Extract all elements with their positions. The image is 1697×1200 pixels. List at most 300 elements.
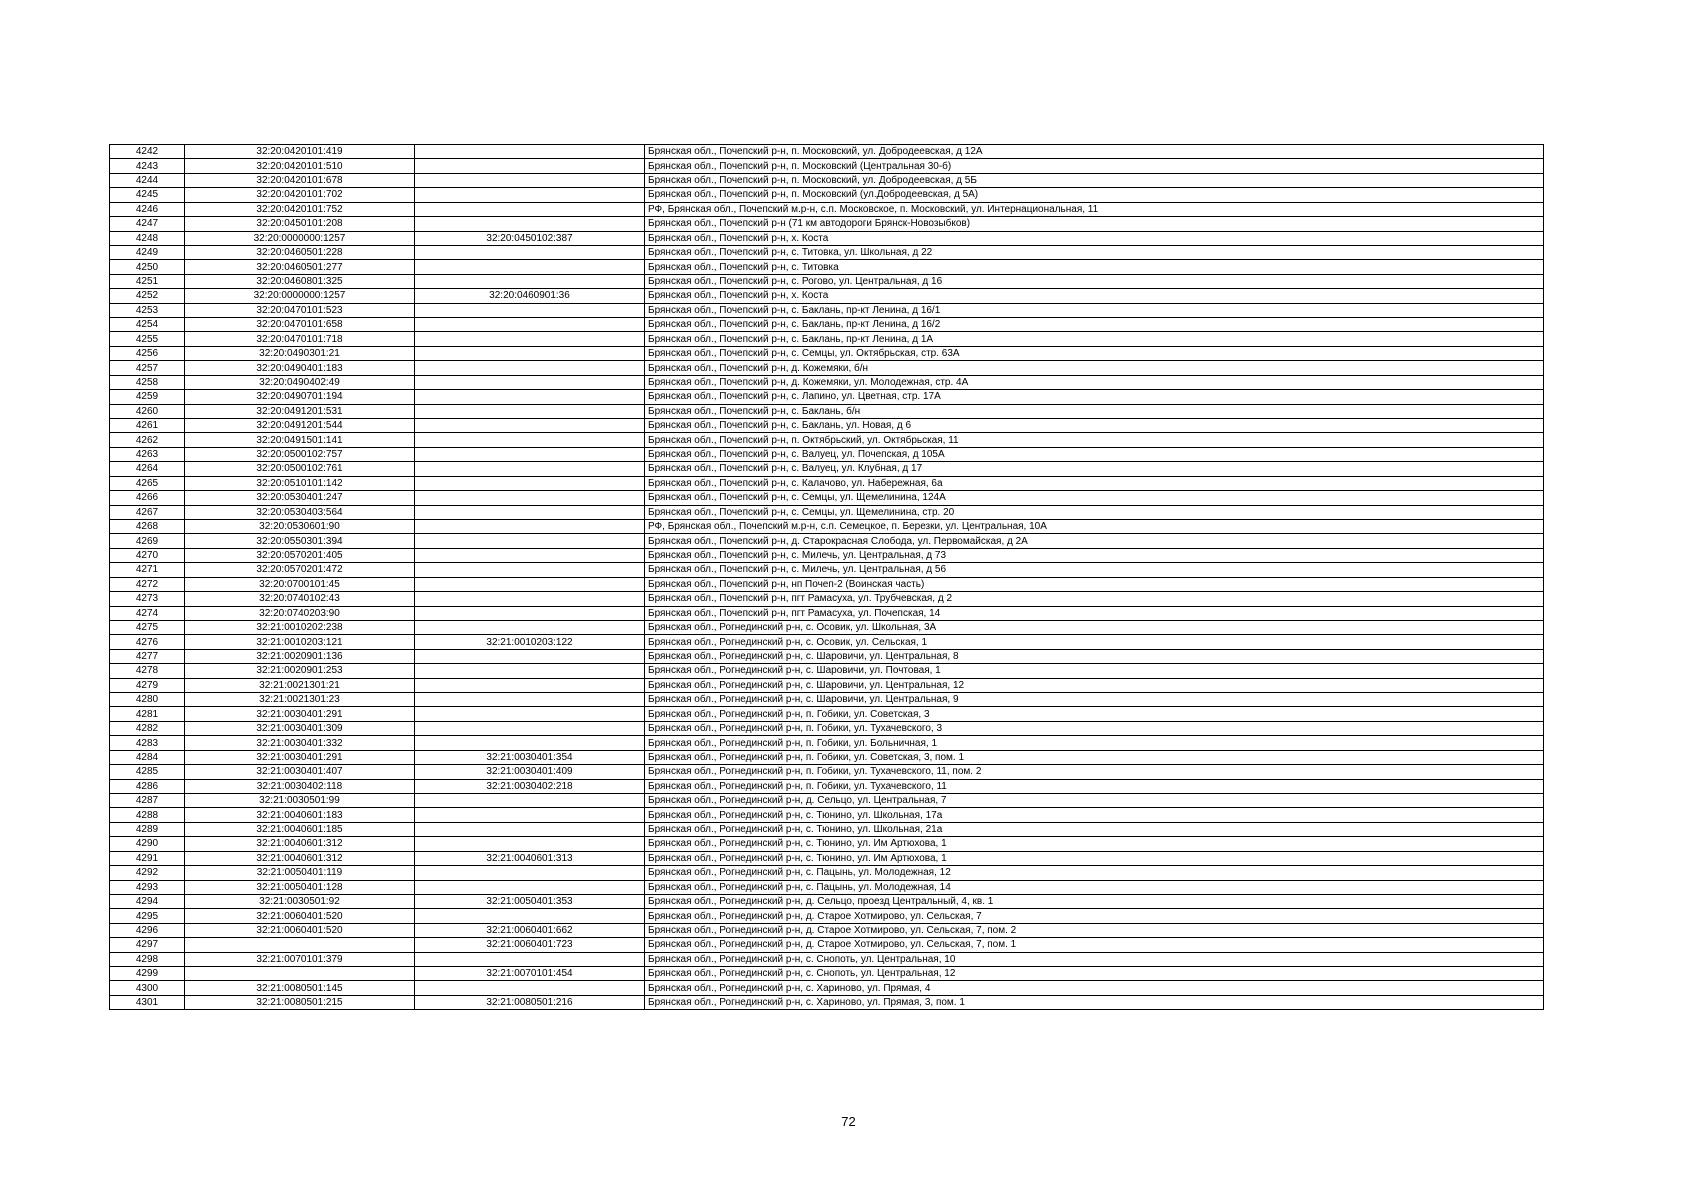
related-cadastral-number-cell <box>415 346 645 360</box>
row-number-cell: 4280 <box>110 693 185 707</box>
related-cadastral-number-cell <box>415 260 645 274</box>
cadastral-number-cell: 32:20:0500102:761 <box>185 462 415 476</box>
table-row <box>110 808 1544 822</box>
row-number-cell: 4253 <box>110 303 185 317</box>
related-cadastral-number-cell: 32:21:0060401:662 <box>415 923 645 937</box>
table-row <box>110 577 1544 591</box>
cadastral-number-cell: 32:21:0030401:309 <box>185 721 415 735</box>
cadastral-number-cell: 32:20:0460801:325 <box>185 274 415 288</box>
address-cell: Брянская обл., Почепский р-н, х. Коста <box>645 231 1544 245</box>
related-cadastral-number-cell <box>415 462 645 476</box>
related-cadastral-number-cell: 32:21:0050401:353 <box>415 894 645 908</box>
row-number-cell: 4288 <box>110 808 185 822</box>
related-cadastral-number-cell <box>415 202 645 216</box>
cadastral-number-cell: 32:20:0420101:419 <box>185 145 415 159</box>
cadastral-number-cell: 32:21:0020901:136 <box>185 649 415 663</box>
row-number-cell: 4279 <box>110 678 185 692</box>
related-cadastral-number-cell <box>415 548 645 562</box>
cadastral-number-cell: 32:20:0570201:405 <box>185 548 415 562</box>
row-number-cell: 4246 <box>110 202 185 216</box>
row-number-cell: 4287 <box>110 793 185 807</box>
table-row <box>110 635 1544 649</box>
table-row <box>110 534 1544 548</box>
address-cell: Брянская обл., Почепский р-н, с. Титовка <box>645 260 1544 274</box>
table-row <box>110 866 1544 880</box>
table-row <box>110 505 1544 519</box>
table-row <box>110 145 1544 159</box>
table-row <box>110 880 1544 894</box>
cadastral-number-cell: 32:20:0500102:757 <box>185 447 415 461</box>
address-cell: Брянская обл., Почепский р-н, д. Кожемяки, ул. Молодежная, стр. 4А <box>645 375 1544 389</box>
table-body <box>110 145 1544 1010</box>
page-number: 72 <box>841 1114 856 1129</box>
table-row <box>110 563 1544 577</box>
address-cell: Брянская обл., Почепский р-н, п. Московский, ул. Добродеевская, д 5Б <box>645 173 1544 187</box>
address-cell: Брянская обл., Почепский р-н, х. Коста <box>645 289 1544 303</box>
cadastral-number-cell: 32:21:0030402:118 <box>185 779 415 793</box>
table-row <box>110 664 1544 678</box>
table-row <box>110 375 1544 389</box>
cadastral-number-cell: 32:21:0030401:407 <box>185 765 415 779</box>
row-number-cell: 4261 <box>110 419 185 433</box>
cadastral-number-cell: 32:20:0530601:90 <box>185 519 415 533</box>
row-number-cell: 4266 <box>110 491 185 505</box>
table-row <box>110 202 1544 216</box>
address-cell: Брянская обл., Рогнединский р-н, с. Осовик, ул. Школьная, 3А <box>645 620 1544 634</box>
row-number-cell: 4267 <box>110 505 185 519</box>
cadastral-number-cell: 32:20:0530403:564 <box>185 505 415 519</box>
related-cadastral-number-cell: 32:21:0030401:409 <box>415 765 645 779</box>
cadastral-number-cell: 32:20:0470101:658 <box>185 318 415 332</box>
related-cadastral-number-cell: 32:21:0010203:122 <box>415 635 645 649</box>
row-number-cell: 4271 <box>110 563 185 577</box>
row-number-cell: 4242 <box>110 145 185 159</box>
cadastral-number-cell: 32:20:0420101:678 <box>185 173 415 187</box>
address-cell: Брянская обл., Рогнединский р-н, с. Тюнино, ул. Им Артюхова, 1 <box>645 851 1544 865</box>
cadastral-number-cell: 32:21:0010202:238 <box>185 620 415 634</box>
table-row <box>110 318 1544 332</box>
table-row <box>110 173 1544 187</box>
row-number-cell: 4265 <box>110 476 185 490</box>
cadastral-number-cell: 32:21:0030501:92 <box>185 894 415 908</box>
table-row <box>110 721 1544 735</box>
related-cadastral-number-cell <box>415 476 645 490</box>
cadastral-number-cell: 32:21:0080501:145 <box>185 981 415 995</box>
address-cell: Брянская обл., Рогнединский р-н, с. Осовик, ул. Сельская, 1 <box>645 635 1544 649</box>
related-cadastral-number-cell <box>415 606 645 620</box>
row-number-cell: 4298 <box>110 952 185 966</box>
address-cell: Брянская обл., Рогнединский р-н, п. Гобики, ул. Больничная, 1 <box>645 736 1544 750</box>
table-row <box>110 245 1544 259</box>
row-number-cell: 4276 <box>110 635 185 649</box>
address-cell: Брянская обл., Почепский р-н, с. Титовка, ул. Школьная, д 22 <box>645 245 1544 259</box>
cadastral-number-cell: 32:20:0491201:544 <box>185 419 415 433</box>
cadastral-number-cell: 32:21:0010203:121 <box>185 635 415 649</box>
address-cell: Брянская обл., Рогнединский р-н, с. Шаровичи, ул. Центральная, 12 <box>645 678 1544 692</box>
related-cadastral-number-cell <box>415 952 645 966</box>
row-number-cell: 4258 <box>110 375 185 389</box>
address-cell: Брянская обл., Рогнединский р-н, с. Хариново, ул. Прямая, 3, пом. 1 <box>645 995 1544 1009</box>
address-cell: Брянская обл., Почепский р-н, пгт Рамасуха, ул. Почепская, 14 <box>645 606 1544 620</box>
related-cadastral-number-cell: 32:21:0030401:354 <box>415 750 645 764</box>
address-cell: Брянская обл., Рогнединский р-н, с. Тюнино, ул. Школьная, 17а <box>645 808 1544 822</box>
cadastral-number-cell: 32:20:0490301:21 <box>185 346 415 360</box>
related-cadastral-number-cell: 32:21:0040601:313 <box>415 851 645 865</box>
table-row <box>110 750 1544 764</box>
table-row <box>110 765 1544 779</box>
address-cell: Брянская обл., Почепский р-н, п. Московский, ул. Добродеевская, д 12А <box>645 145 1544 159</box>
related-cadastral-number-cell <box>415 736 645 750</box>
row-number-cell: 4268 <box>110 519 185 533</box>
row-number-cell: 4286 <box>110 779 185 793</box>
row-number-cell: 4245 <box>110 188 185 202</box>
table-row <box>110 967 1544 981</box>
table-row <box>110 981 1544 995</box>
cadastral-number-cell: 32:20:0450101:208 <box>185 217 415 231</box>
cadastral-number-cell: 32:21:0040601:312 <box>185 851 415 865</box>
table-row <box>110 447 1544 461</box>
table-row <box>110 938 1544 952</box>
table-row <box>110 361 1544 375</box>
row-number-cell: 4282 <box>110 721 185 735</box>
address-cell: Брянская обл., Рогнединский р-н, п. Гобики, ул. Советская, 3 <box>645 707 1544 721</box>
cadastral-number-cell: 32:21:0021301:21 <box>185 678 415 692</box>
row-number-cell: 4277 <box>110 649 185 663</box>
row-number-cell: 4262 <box>110 433 185 447</box>
row-number-cell: 4293 <box>110 880 185 894</box>
row-number-cell: 4295 <box>110 909 185 923</box>
table-row <box>110 390 1544 404</box>
table-row <box>110 649 1544 663</box>
address-cell: Брянская обл., Почепский р-н, с. Милечь, ул. Центральная, д 56 <box>645 563 1544 577</box>
address-cell: Брянская обл., Рогнединский р-н, с. Шаровичи, ул. Почтовая, 1 <box>645 664 1544 678</box>
cadastral-number-cell: 32:21:0020901:253 <box>185 664 415 678</box>
address-cell: Брянская обл., Почепский р-н, с. Валуец, ул. Клубная, д 17 <box>645 462 1544 476</box>
address-cell: Брянская обл., Почепский р-н, с. Семцы, ул. Щемелинина, 124А <box>645 491 1544 505</box>
related-cadastral-number-cell <box>415 173 645 187</box>
table-row <box>110 707 1544 721</box>
related-cadastral-number-cell <box>415 664 645 678</box>
related-cadastral-number-cell: 32:21:0060401:723 <box>415 938 645 952</box>
related-cadastral-number-cell: 32:21:0070101:454 <box>415 967 645 981</box>
row-number-cell: 4252 <box>110 289 185 303</box>
address-cell: Брянская обл., Почепский р-н, нп Почеп-2 (Воинская часть) <box>645 577 1544 591</box>
cadastral-number-cell: 32:20:0570201:472 <box>185 563 415 577</box>
row-number-cell: 4256 <box>110 346 185 360</box>
related-cadastral-number-cell <box>415 433 645 447</box>
address-cell: Брянская обл., Почепский р-н, д. Старокрасная Слобода, ул. Первомайская, д 2А <box>645 534 1544 548</box>
address-cell: РФ, Брянская обл., Почепский м.р-н, с.п. Московское, п. Московский, ул. Интернациональная, 11 <box>645 202 1544 216</box>
cadastral-number-cell: 32:21:0060401:520 <box>185 909 415 923</box>
cadastral-number-cell: 32:21:0050401:119 <box>185 866 415 880</box>
address-cell: Брянская обл., Рогнединский р-н, д. Старое Хотмирово, ул. Сельская, 7 <box>645 909 1544 923</box>
address-cell: Брянская обл., Рогнединский р-н, с. Снопоть, ул. Центральная, 12 <box>645 967 1544 981</box>
row-number-cell: 4296 <box>110 923 185 937</box>
related-cadastral-number-cell <box>415 145 645 159</box>
cadastral-number-cell: 32:21:0040601:312 <box>185 837 415 851</box>
cadastral-number-cell: 32:20:0490401:183 <box>185 361 415 375</box>
related-cadastral-number-cell <box>415 505 645 519</box>
table-row <box>110 837 1544 851</box>
row-number-cell: 4289 <box>110 822 185 836</box>
cadastral-number-cell: 32:20:0490701:194 <box>185 390 415 404</box>
address-cell: Брянская обл., Рогнединский р-н, д. Сельцо, проезд Центральный, 4, кв. 1 <box>645 894 1544 908</box>
row-number-cell: 4294 <box>110 894 185 908</box>
address-cell: Брянская обл., Рогнединский р-н, с. Тюнино, ул. Им Артюхова, 1 <box>645 837 1544 851</box>
cadastral-number-cell: 32:21:0030501:99 <box>185 793 415 807</box>
related-cadastral-number-cell <box>415 361 645 375</box>
row-number-cell: 4275 <box>110 620 185 634</box>
table-row <box>110 548 1544 562</box>
address-cell: Брянская обл., Почепский р-н, с. Баклань, пр-кт Ленина, д 1А <box>645 332 1544 346</box>
related-cadastral-number-cell <box>415 419 645 433</box>
related-cadastral-number-cell <box>415 303 645 317</box>
table-row <box>110 793 1544 807</box>
row-number-cell: 4244 <box>110 173 185 187</box>
table-row <box>110 462 1544 476</box>
row-number-cell: 4259 <box>110 390 185 404</box>
cadastral-number-cell: 32:20:0420101:702 <box>185 188 415 202</box>
address-cell: Брянская обл., Почепский р-н, с. Баклань, пр-кт Ленина, д 16/1 <box>645 303 1544 317</box>
row-number-cell: 4292 <box>110 866 185 880</box>
row-number-cell: 4299 <box>110 967 185 981</box>
related-cadastral-number-cell <box>415 822 645 836</box>
cadastral-number-cell: 32:20:0000000:1257 <box>185 231 415 245</box>
related-cadastral-number-cell <box>415 620 645 634</box>
row-number-cell: 4249 <box>110 245 185 259</box>
related-cadastral-number-cell <box>415 577 645 591</box>
address-cell: Брянская обл., Почепский р-н, с. Баклань, ул. Новая, д 6 <box>645 419 1544 433</box>
table-row <box>110 779 1544 793</box>
row-number-cell: 4291 <box>110 851 185 865</box>
address-cell: Брянская обл., Почепский р-н, с. Лапино, ул. Цветная, стр. 17А <box>645 390 1544 404</box>
address-cell: Брянская обл., Рогнединский р-н, д. Старое Хотмирово, ул. Сельская, 7, пом. 2 <box>645 923 1544 937</box>
address-cell: Брянская обл., Рогнединский р-н, с. Шаровичи, ул. Центральная, 9 <box>645 693 1544 707</box>
cadastral-number-cell: 32:21:0070101:379 <box>185 952 415 966</box>
related-cadastral-number-cell <box>415 245 645 259</box>
row-number-cell: 4270 <box>110 548 185 562</box>
address-cell: Брянская обл., Рогнединский р-н, с. Хариново, ул. Прямая, 4 <box>645 981 1544 995</box>
table-row <box>110 274 1544 288</box>
address-cell: РФ, Брянская обл., Почепский м.р-н, с.п. Семецкое, п. Березки, ул. Центральная, 10А <box>645 519 1544 533</box>
address-cell: Брянская обл., Рогнединский р-н, с. Пацынь, ул. Молодежная, 12 <box>645 866 1544 880</box>
related-cadastral-number-cell <box>415 217 645 231</box>
cadastral-number-cell: 32:20:0530401:247 <box>185 491 415 505</box>
related-cadastral-number-cell <box>415 318 645 332</box>
row-number-cell: 4300 <box>110 981 185 995</box>
row-number-cell: 4255 <box>110 332 185 346</box>
address-cell: Брянская обл., Рогнединский р-н, д. Старое Хотмирово, ул. Сельская, 7, пом. 1 <box>645 938 1544 952</box>
address-cell: Брянская обл., Почепский р-н, с. Калачово, ул. Набережная, 6а <box>645 476 1544 490</box>
table-row <box>110 231 1544 245</box>
cadastral-number-cell: 32:20:0740203:90 <box>185 606 415 620</box>
cadastral-number-cell: 32:21:0050401:128 <box>185 880 415 894</box>
cadastral-number-cell: 32:20:0700101:45 <box>185 577 415 591</box>
row-number-cell: 4278 <box>110 664 185 678</box>
table-row <box>110 433 1544 447</box>
cadastral-number-cell: 32:21:0030401:332 <box>185 736 415 750</box>
address-cell: Брянская обл., Почепский р-н, пгт Рамасуха, ул. Трубчевская, д 2 <box>645 592 1544 606</box>
related-cadastral-number-cell <box>415 649 645 663</box>
related-cadastral-number-cell <box>415 159 645 173</box>
row-number-cell: 4301 <box>110 995 185 1009</box>
address-cell: Брянская обл., Почепский р-н, п. Московский (Центральная 30-б) <box>645 159 1544 173</box>
cadastral-number-cell: 32:20:0491501:141 <box>185 433 415 447</box>
cadastral-number-cell: 32:20:0550301:394 <box>185 534 415 548</box>
table-row <box>110 346 1544 360</box>
related-cadastral-number-cell <box>415 534 645 548</box>
cadastral-number-cell: 32:20:0470101:523 <box>185 303 415 317</box>
row-number-cell: 4250 <box>110 260 185 274</box>
table-row <box>110 332 1544 346</box>
address-cell: Брянская обл., Рогнединский р-н, д. Сельцо, ул. Центральная, 7 <box>645 793 1544 807</box>
cadastral-number-cell: 32:21:0060401:520 <box>185 923 415 937</box>
related-cadastral-number-cell <box>415 678 645 692</box>
address-cell: Брянская обл., Почепский р-н, с. Семцы, ул. Октябрьская, стр. 63А <box>645 346 1544 360</box>
table-row <box>110 995 1544 1009</box>
related-cadastral-number-cell <box>415 866 645 880</box>
cadastral-number-cell: 32:20:0420101:510 <box>185 159 415 173</box>
related-cadastral-number-cell <box>415 274 645 288</box>
address-cell: Брянская обл., Почепский р-н, с. Валуец, ул. Почепская, д 105А <box>645 447 1544 461</box>
table-row <box>110 693 1544 707</box>
cadastral-number-cell: 32:21:0040601:183 <box>185 808 415 822</box>
cadastral-number-cell: 32:21:0040601:185 <box>185 822 415 836</box>
cadastral-number-cell: 32:21:0021301:23 <box>185 693 415 707</box>
row-number-cell: 4269 <box>110 534 185 548</box>
cadastral-number-cell: 32:20:0510101:142 <box>185 476 415 490</box>
related-cadastral-number-cell <box>415 693 645 707</box>
address-cell: Брянская обл., Почепский р-н, п. Октябрьский, ул. Октябрьская, 11 <box>645 433 1544 447</box>
row-number-cell: 4273 <box>110 592 185 606</box>
cadastral-number-cell: 32:20:0740102:43 <box>185 592 415 606</box>
table-row <box>110 519 1544 533</box>
table-row <box>110 592 1544 606</box>
table-row <box>110 303 1544 317</box>
row-number-cell: 4272 <box>110 577 185 591</box>
row-number-cell: 4254 <box>110 318 185 332</box>
cadastral-number-cell: 32:21:0080501:215 <box>185 995 415 1009</box>
address-cell: Брянская обл., Почепский р-н, с. Рогово, ул. Центральная, д 16 <box>645 274 1544 288</box>
row-number-cell: 4263 <box>110 447 185 461</box>
address-cell: Брянская обл., Почепский р-н, с. Милечь, ул. Центральная, д 73 <box>645 548 1544 562</box>
cadastral-number-cell <box>185 938 415 952</box>
cadastral-number-cell: 32:20:0491201:531 <box>185 404 415 418</box>
cadastral-number-cell: 32:21:0030401:291 <box>185 750 415 764</box>
row-number-cell: 4247 <box>110 217 185 231</box>
table-row <box>110 419 1544 433</box>
related-cadastral-number-cell <box>415 909 645 923</box>
table-row <box>110 952 1544 966</box>
related-cadastral-number-cell: 32:21:0080501:216 <box>415 995 645 1009</box>
row-number-cell: 4251 <box>110 274 185 288</box>
related-cadastral-number-cell: 32:20:0450102:387 <box>415 231 645 245</box>
table-row <box>110 491 1544 505</box>
table-row <box>110 909 1544 923</box>
address-cell: Брянская обл., Рогнединский р-н, с. Шаровичи, ул. Центральная, 8 <box>645 649 1544 663</box>
related-cadastral-number-cell <box>415 981 645 995</box>
address-cell: Брянская обл., Почепский р-н, д. Кожемяки, б/н <box>645 361 1544 375</box>
related-cadastral-number-cell <box>415 592 645 606</box>
related-cadastral-number-cell <box>415 332 645 346</box>
related-cadastral-number-cell <box>415 563 645 577</box>
address-cell: Брянская обл., Рогнединский р-н, п. Гобики, ул. Советская, 3, пом. 1 <box>645 750 1544 764</box>
cadastral-number-cell: 32:20:0490402:49 <box>185 375 415 389</box>
cadastral-number-cell: 32:20:0470101:718 <box>185 332 415 346</box>
related-cadastral-number-cell <box>415 721 645 735</box>
row-number-cell: 4283 <box>110 736 185 750</box>
address-cell: Брянская обл., Рогнединский р-н, п. Гобики, ул. Тухачевского, 11, пом. 2 <box>645 765 1544 779</box>
related-cadastral-number-cell: 32:20:0460901:36 <box>415 289 645 303</box>
row-number-cell: 4284 <box>110 750 185 764</box>
related-cadastral-number-cell <box>415 390 645 404</box>
table-row <box>110 736 1544 750</box>
table-row <box>110 188 1544 202</box>
table-row <box>110 620 1544 634</box>
address-cell: Брянская обл., Рогнединский р-н, с. Пацынь, ул. Молодежная, 14 <box>645 880 1544 894</box>
row-number-cell: 4264 <box>110 462 185 476</box>
row-number-cell: 4281 <box>110 707 185 721</box>
table-row <box>110 606 1544 620</box>
cadastral-number-cell: 32:20:0000000:1257 <box>185 289 415 303</box>
address-cell: Брянская обл., Почепский р-н (71 км автодороги Брянск-Новозыбков) <box>645 217 1544 231</box>
address-cell: Брянская обл., Почепский р-н, с. Баклань, б/н <box>645 404 1544 418</box>
address-cell: Брянская обл., Рогнединский р-н, с. Снопоть, ул. Центральная, 10 <box>645 952 1544 966</box>
related-cadastral-number-cell <box>415 404 645 418</box>
table-row <box>110 289 1544 303</box>
related-cadastral-number-cell: 32:21:0030402:218 <box>415 779 645 793</box>
related-cadastral-number-cell <box>415 519 645 533</box>
related-cadastral-number-cell <box>415 808 645 822</box>
address-cell: Брянская обл., Рогнединский р-н, с. Тюнино, ул. Школьная, 21а <box>645 822 1544 836</box>
related-cadastral-number-cell <box>415 707 645 721</box>
cadastral-number-cell: 32:20:0460501:228 <box>185 245 415 259</box>
related-cadastral-number-cell <box>415 188 645 202</box>
related-cadastral-number-cell <box>415 447 645 461</box>
table-row <box>110 822 1544 836</box>
table-row <box>110 404 1544 418</box>
address-cell: Брянская обл., Почепский р-н, с. Баклань, пр-кт Ленина, д 16/2 <box>645 318 1544 332</box>
address-cell: Брянская обл., Рогнединский р-н, п. Гобики, ул. Тухачевского, 3 <box>645 721 1544 735</box>
related-cadastral-number-cell <box>415 837 645 851</box>
cadastral-number-cell <box>185 967 415 981</box>
row-number-cell: 4260 <box>110 404 185 418</box>
table-row <box>110 851 1544 865</box>
cadastral-number-cell: 32:20:0420101:752 <box>185 202 415 216</box>
row-number-cell: 4243 <box>110 159 185 173</box>
address-cell: Брянская обл., Почепский р-н, с. Семцы, ул. Щемелинина, стр. 20 <box>645 505 1544 519</box>
row-number-cell: 4274 <box>110 606 185 620</box>
related-cadastral-number-cell <box>415 793 645 807</box>
related-cadastral-number-cell <box>415 880 645 894</box>
table-row <box>110 159 1544 173</box>
address-cell: Брянская обл., Рогнединский р-н, п. Гобики, ул. Тухачевского, 11 <box>645 779 1544 793</box>
row-number-cell: 4248 <box>110 231 185 245</box>
table-row <box>110 923 1544 937</box>
related-cadastral-number-cell <box>415 491 645 505</box>
row-number-cell: 4290 <box>110 837 185 851</box>
row-number-cell: 4257 <box>110 361 185 375</box>
cadastral-number-cell: 32:20:0460501:277 <box>185 260 415 274</box>
address-cell: Брянская обл., Почепский р-н, п. Московский (ул.Добродеевская, д 5А) <box>645 188 1544 202</box>
table-row <box>110 678 1544 692</box>
cadastral-number-cell: 32:21:0030401:291 <box>185 707 415 721</box>
cadastral-table <box>109 144 1544 1010</box>
table-row <box>110 260 1544 274</box>
row-number-cell: 4297 <box>110 938 185 952</box>
row-number-cell: 4285 <box>110 765 185 779</box>
table-row <box>110 217 1544 231</box>
